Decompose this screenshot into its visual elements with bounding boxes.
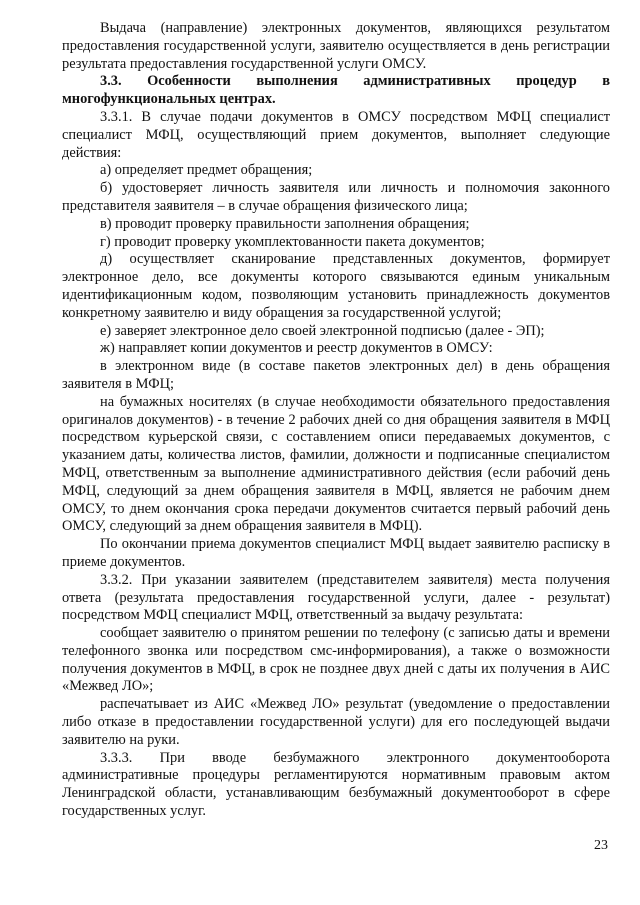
page-number: 23 [594, 838, 608, 853]
paragraph: распечатывает из АИС «Межвед ЛО» результат (уведомление о предоставлении либо отказе в предоставлении государственной услуги) для его последующей выдачи заявителю на руки. [62, 696, 610, 748]
paragraph: 3.3.1. В случае подачи документов в ОМСУ посредством МФЦ специалист специалист МФЦ, осуществляющий прием документов, выполняет следующие действия: [62, 108, 610, 161]
list-item: б) удостоверяет личность заявителя или личность и полномочия законного представителя заявителя – в случае обращения физического лица; [62, 180, 610, 214]
paragraph: на бумажных носителях (в случае необходимости обязательного предоставления оригиналов документов) - в течение 2 рабочих дней со дня обращения заявителя в МФЦ посредством курьерской связи, с составлением описи передаваемых документов, с указанием даты, количества листов, фамилии, должности и подписанные специалистом МФЦ, ответственным за выполнение административного действия (если рабочий день МФЦ, следующий за днем обращения заявителя в МФЦ, является не рабочим днем ОМСУ, то днем окончания срока передачи документов считается первый рабочий день ОМСУ, следующий за днем обращения заявителя в МФЦ). [62, 393, 610, 535]
paragraph: 3.3.2. При указании заявителем (представителем заявителя) места получения ответа (результата предоставления государственной услуги, далее - результат) посредством МФЦ специалист МФЦ, ответственный за выдачу результата: [62, 571, 610, 624]
list-item: д) осуществляет сканирование представленных документов, формирует электронное дело, все документы которого связываются единым уникальным идентификационным кодом, позволяющим установить принадлежность документов конкретному заявителю и виду обращения за государственной услугой; [62, 251, 610, 321]
document-body [62, 20, 610, 821]
paragraph: в электронном виде (в составе пакетов электронных дел) в день обращения заявителя в МФЦ; [62, 358, 610, 392]
list-item: в) проводит проверку правильности заполнения обращения; [100, 215, 470, 232]
paragraph: Выдача (направление) электронных документов, являющихся результатом предоставления государственной услуги, заявителю осуществляется в день регистрации результата предоставления государственной услуги ОМСУ. [62, 20, 610, 72]
paragraph: По окончании приема документов специалист МФЦ выдает заявителю расписку в приеме документов. [62, 536, 610, 570]
paragraph: сообщает заявителю о принятом решении по телефону (с записью даты и времени телефонного звонка или посредством смс-информирования), а также о возможности получения документов в МФЦ, в срок не позднее двух дней с даты их получения в АИС «Межвед ЛО»; [62, 625, 610, 695]
list-item: г) проводит проверку укомплектованности пакета документов; [100, 233, 485, 250]
section-heading: 3.3. Особенности выполнения административных процедур в многофункциональных центрах. [62, 73, 610, 108]
list-item: е) заверяет электронное дело своей электронной подписью (далее - ЭП); [100, 322, 545, 339]
list-item: ж) направляет копии документов и реестр документов в ОМСУ: [100, 340, 493, 357]
paragraph: 3.3.3. При вводе безбумажного электронного документооборота административные процедуры регламентируются нормативным правовым актом Ленинградской области, устанавливающим безбумажный документооборот в сфере государственных услуг. [62, 749, 610, 820]
list-item: а) определяет предмет обращения; [100, 162, 313, 179]
